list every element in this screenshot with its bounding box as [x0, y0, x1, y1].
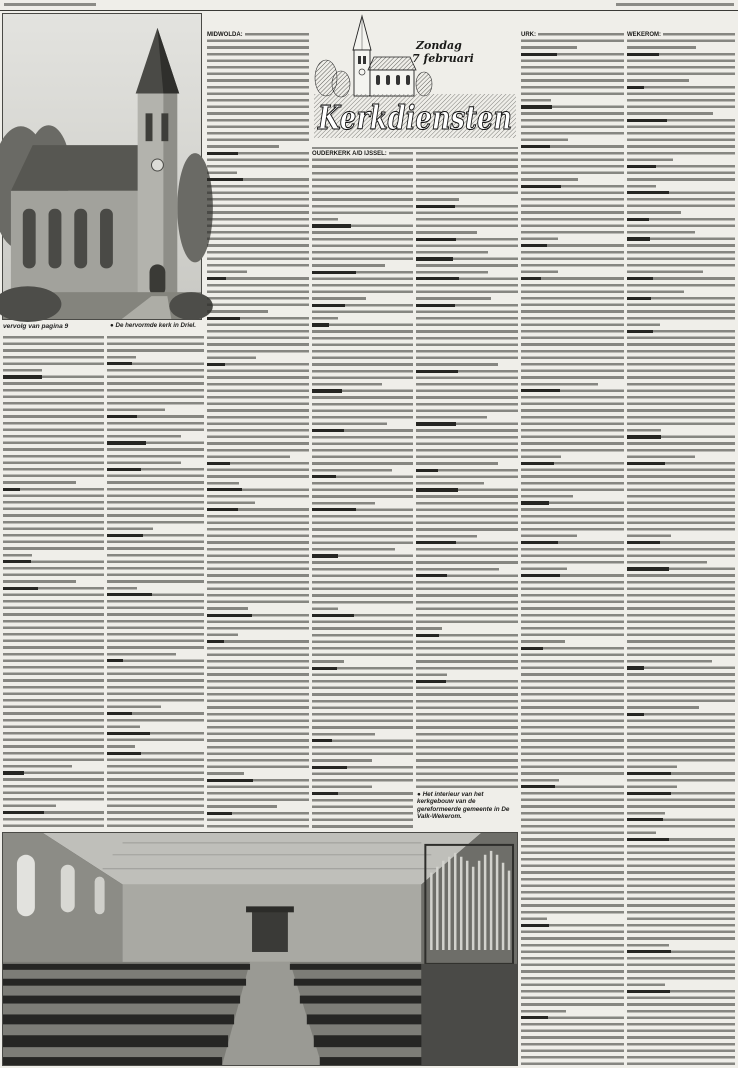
paragraph-end-gap	[392, 468, 413, 472]
listing-heading: MIDWOLDA:	[207, 31, 243, 38]
paragraph-end-gap	[76, 580, 104, 584]
paragraph-end-gap	[244, 772, 309, 776]
listing-heading: URK:	[521, 31, 536, 38]
paragraph-end-gap	[382, 383, 413, 387]
paragraph-end-gap	[665, 983, 735, 987]
entry-heading-mark	[3, 811, 44, 814]
paragraph-end-gap	[699, 706, 735, 710]
entry-heading-mark	[312, 224, 351, 227]
entry-heading-mark	[627, 297, 651, 300]
entry-heading-mark	[3, 771, 24, 774]
paragraph-end-gap	[551, 99, 624, 103]
paragraph-end-gap	[684, 290, 735, 294]
paragraph-end-gap	[372, 759, 413, 763]
listing-heading: OUDERKERK A/D IJSSEL:	[312, 150, 387, 157]
entry-heading-mark	[312, 554, 338, 557]
paragraph-end-gap	[665, 811, 735, 815]
entry-heading-mark	[207, 317, 240, 320]
paragraph-end-gap	[487, 416, 518, 420]
running-header-right-text	[616, 3, 734, 6]
paragraph-end-gap	[498, 363, 518, 367]
entry-heading-mark	[107, 712, 132, 715]
paragraph-end-gap	[32, 553, 104, 557]
paragraph-end-gap	[338, 218, 413, 222]
paragraph-end-gap	[568, 138, 624, 142]
entry-heading-mark	[312, 508, 356, 511]
entry-heading-mark	[521, 185, 561, 188]
paragraph-end-gap	[673, 158, 735, 162]
entry-heading-mark	[107, 593, 152, 596]
entry-heading-mark	[207, 640, 224, 643]
listing-column	[207, 33, 309, 828]
entry-heading-mark	[107, 659, 123, 662]
entry-heading-mark	[521, 574, 560, 577]
paragraph-end-gap	[578, 178, 624, 182]
paragraph-end-gap	[279, 145, 309, 149]
paragraph-end-gap	[713, 112, 735, 116]
paragraph-end-gap	[344, 660, 413, 664]
entry-heading-mark	[521, 105, 552, 108]
entry-heading-mark	[207, 277, 226, 280]
entry-heading-mark	[521, 145, 550, 148]
paragraph-end-gap	[573, 495, 624, 499]
entry-heading-mark	[416, 574, 447, 577]
listing-column	[627, 33, 735, 1066]
entry-heading-mark	[416, 304, 455, 307]
entry-heading-mark	[627, 772, 671, 775]
listing-heading: WEKEROM:	[627, 31, 661, 38]
driel-church-photo	[2, 13, 202, 320]
entry-heading-mark	[107, 732, 150, 735]
listing-column	[107, 336, 204, 828]
paragraph-end-gap	[239, 481, 309, 485]
entry-heading-mark	[627, 119, 667, 122]
entry-heading-mark	[521, 501, 549, 504]
masthead-day: Zondag	[416, 39, 462, 52]
church-interior-photo	[2, 832, 518, 1066]
paragraph-end-gap	[447, 673, 518, 677]
paragraph-end-gap	[247, 270, 309, 274]
entry-heading-mark	[627, 950, 671, 953]
paragraph-end-gap	[477, 231, 518, 235]
entry-heading-mark	[521, 389, 560, 392]
paragraph-end-gap	[577, 46, 624, 50]
entry-heading-mark	[627, 330, 653, 333]
paragraph-end-gap	[375, 732, 413, 736]
entry-heading-mark	[521, 924, 549, 927]
running-header-left-text	[4, 3, 96, 6]
paragraph-end-gap	[484, 482, 518, 486]
paragraph-end-gap	[681, 211, 735, 215]
photo-caption-driel	[110, 322, 203, 329]
entry-heading-mark	[312, 389, 342, 392]
listing-column	[521, 33, 624, 1066]
entry-heading-mark	[416, 634, 439, 637]
entry-heading-mark	[207, 488, 242, 491]
entry-heading-mark	[312, 614, 354, 617]
paragraph-end-gap	[161, 705, 204, 709]
masthead-church-drawing	[353, 16, 416, 96]
entry-heading-mark	[521, 462, 554, 465]
paragraph-end-gap	[707, 561, 735, 565]
entry-heading-mark	[627, 818, 663, 821]
entry-heading-mark	[107, 468, 141, 471]
entry-heading-mark	[107, 534, 143, 537]
entry-heading-mark	[416, 541, 456, 544]
listing-column	[416, 152, 518, 788]
paragraph-end-gap	[567, 567, 624, 571]
entry-heading-mark	[627, 567, 669, 570]
caption-bullet: ●	[417, 791, 421, 798]
kerkdiensten-masthead	[312, 12, 518, 150]
entry-heading-mark	[521, 647, 543, 650]
paragraph-end-gap	[558, 237, 624, 241]
paragraph-end-gap	[387, 422, 413, 426]
paragraph-end-gap	[338, 607, 413, 611]
paragraph-end-gap	[656, 831, 735, 835]
entry-heading-mark	[207, 363, 225, 366]
caption-text: Het interieur van het kerkgebouw van de gereformeerde gemeente in De Valk-Wekerom.	[417, 791, 510, 821]
entry-heading-mark	[207, 462, 230, 465]
entry-heading-mark	[416, 370, 458, 373]
entry-heading-mark	[416, 238, 456, 241]
entry-heading-mark	[207, 812, 232, 815]
paragraph-end-gap	[135, 745, 204, 749]
entry-heading-mark	[312, 429, 344, 432]
paragraph-end-gap	[695, 455, 735, 459]
paragraph-end-gap	[255, 501, 309, 505]
paragraph-end-gap	[277, 805, 309, 809]
entry-heading-mark	[312, 667, 337, 670]
entry-heading-mark	[312, 766, 347, 769]
photo-caption-interior	[417, 791, 517, 821]
paragraph-end-gap	[669, 943, 735, 947]
paragraph-end-gap	[136, 355, 204, 359]
paragraph-end-gap	[395, 548, 413, 552]
paragraph-end-gap	[660, 323, 735, 327]
paragraph-end-gap	[498, 462, 518, 466]
caption-bullet: ●	[110, 322, 114, 329]
paragraph-end-gap	[566, 1009, 624, 1013]
entry-heading-mark	[627, 191, 669, 194]
paragraph-end-gap	[598, 382, 624, 386]
paragraph-end-gap	[140, 725, 204, 729]
paragraph-end-gap	[689, 79, 735, 83]
entry-heading-mark	[627, 541, 660, 544]
listing-column	[3, 336, 104, 828]
paragraph-end-gap	[366, 297, 413, 301]
entry-heading-mark	[207, 614, 252, 617]
entry-heading-mark	[207, 152, 238, 155]
paragraph-end-gap	[165, 408, 204, 412]
entry-heading-mark	[627, 53, 659, 56]
paragraph-end-gap	[559, 778, 624, 782]
entry-heading-mark	[416, 488, 458, 491]
header-rule	[0, 10, 738, 11]
paragraph-end-gap	[338, 317, 413, 321]
entry-heading-mark	[107, 752, 141, 755]
paragraph-end-gap	[372, 785, 413, 789]
listing-column	[312, 152, 413, 828]
paragraph-end-gap	[176, 652, 204, 656]
continuation-note: vervolg van pagina 9	[3, 323, 69, 330]
paragraph-end-gap	[181, 461, 204, 465]
paragraph-end-gap	[477, 534, 518, 538]
paragraph-end-gap	[237, 171, 309, 175]
entry-heading-mark	[521, 1016, 548, 1019]
entry-heading-mark	[627, 462, 665, 465]
entry-heading-mark	[627, 435, 661, 438]
entry-heading-mark	[627, 165, 656, 168]
entry-heading-mark	[627, 713, 644, 716]
paragraph-end-gap	[459, 198, 518, 202]
paragraph-end-gap	[547, 917, 624, 921]
paragraph-end-gap	[72, 765, 104, 769]
entry-heading-mark	[627, 277, 653, 280]
paragraph-end-gap	[442, 627, 518, 631]
paragraph-end-gap	[661, 429, 735, 433]
entry-heading-mark	[312, 323, 329, 326]
paragraph-end-gap	[153, 527, 204, 531]
paragraph-end-gap	[137, 586, 204, 590]
paragraph-end-gap	[256, 356, 309, 360]
paragraph-end-gap	[42, 369, 104, 373]
paragraph-end-gap	[488, 251, 518, 255]
entry-heading-mark	[627, 237, 650, 240]
entry-heading-mark	[207, 779, 253, 782]
entry-heading-mark	[312, 304, 345, 307]
entry-heading-mark	[416, 422, 456, 425]
paragraph-end-gap	[375, 501, 413, 505]
running-header	[0, 0, 738, 11]
paragraph-end-gap	[703, 270, 735, 274]
entry-heading-mark	[3, 488, 20, 491]
paragraph-end-gap	[499, 567, 518, 571]
paragraph-end-gap	[290, 455, 309, 459]
paragraph-end-gap	[491, 297, 518, 301]
paragraph-end-gap	[248, 607, 309, 611]
paragraph-end-gap	[696, 46, 735, 50]
entry-heading-mark	[312, 271, 356, 274]
paragraph-end-gap	[577, 534, 624, 538]
entry-heading-mark	[312, 739, 332, 742]
paragraph-end-gap	[56, 804, 104, 808]
entry-heading-mark	[627, 792, 671, 795]
entry-heading-mark	[312, 475, 336, 478]
paragraph-end-gap	[677, 765, 735, 769]
entry-heading-mark	[416, 257, 453, 260]
paragraph-end-gap	[656, 184, 735, 188]
paragraph-end-gap	[677, 785, 735, 789]
entry-heading-mark	[107, 441, 146, 444]
entry-heading-mark	[207, 508, 238, 511]
entry-heading-mark	[627, 86, 644, 89]
entry-heading-mark	[416, 205, 455, 208]
entry-heading-mark	[521, 785, 555, 788]
entry-heading-mark	[416, 680, 446, 683]
paragraph-end-gap	[695, 231, 735, 235]
masthead-date: 7 februari	[412, 52, 474, 65]
paragraph-end-gap	[181, 435, 204, 439]
entry-heading-mark	[416, 277, 459, 280]
paragraph-end-gap	[558, 270, 624, 274]
entry-heading-mark	[3, 587, 38, 590]
entry-heading-mark	[627, 218, 649, 221]
paragraph-end-gap	[268, 310, 309, 314]
entry-heading-mark	[3, 375, 42, 378]
paragraph-end-gap	[76, 481, 104, 485]
paragraph-end-gap	[671, 534, 735, 538]
paragraph-end-gap	[488, 270, 518, 274]
entry-heading-mark	[521, 541, 558, 544]
paragraph-end-gap	[565, 640, 624, 644]
entry-heading-mark	[107, 362, 132, 365]
entry-heading-mark	[521, 244, 547, 247]
entry-heading-mark	[627, 666, 644, 669]
paragraph-end-gap	[561, 455, 624, 459]
masthead-title: Kerkdiensten	[317, 98, 512, 137]
entry-heading-mark	[3, 560, 31, 563]
entry-heading-mark	[416, 469, 438, 472]
paragraph-end-gap	[385, 264, 413, 268]
entry-heading-mark	[627, 990, 670, 993]
entry-heading-mark	[312, 792, 338, 795]
paragraph-end-gap	[712, 660, 735, 664]
paragraph-end-gap	[238, 633, 309, 637]
entry-heading-mark	[107, 415, 137, 418]
entry-heading-mark	[627, 838, 669, 841]
entry-heading-mark	[207, 178, 243, 181]
entry-heading-mark	[521, 277, 541, 280]
entry-heading-mark	[521, 53, 557, 56]
caption-text: De hervormde kerk in Driel.	[115, 322, 196, 329]
